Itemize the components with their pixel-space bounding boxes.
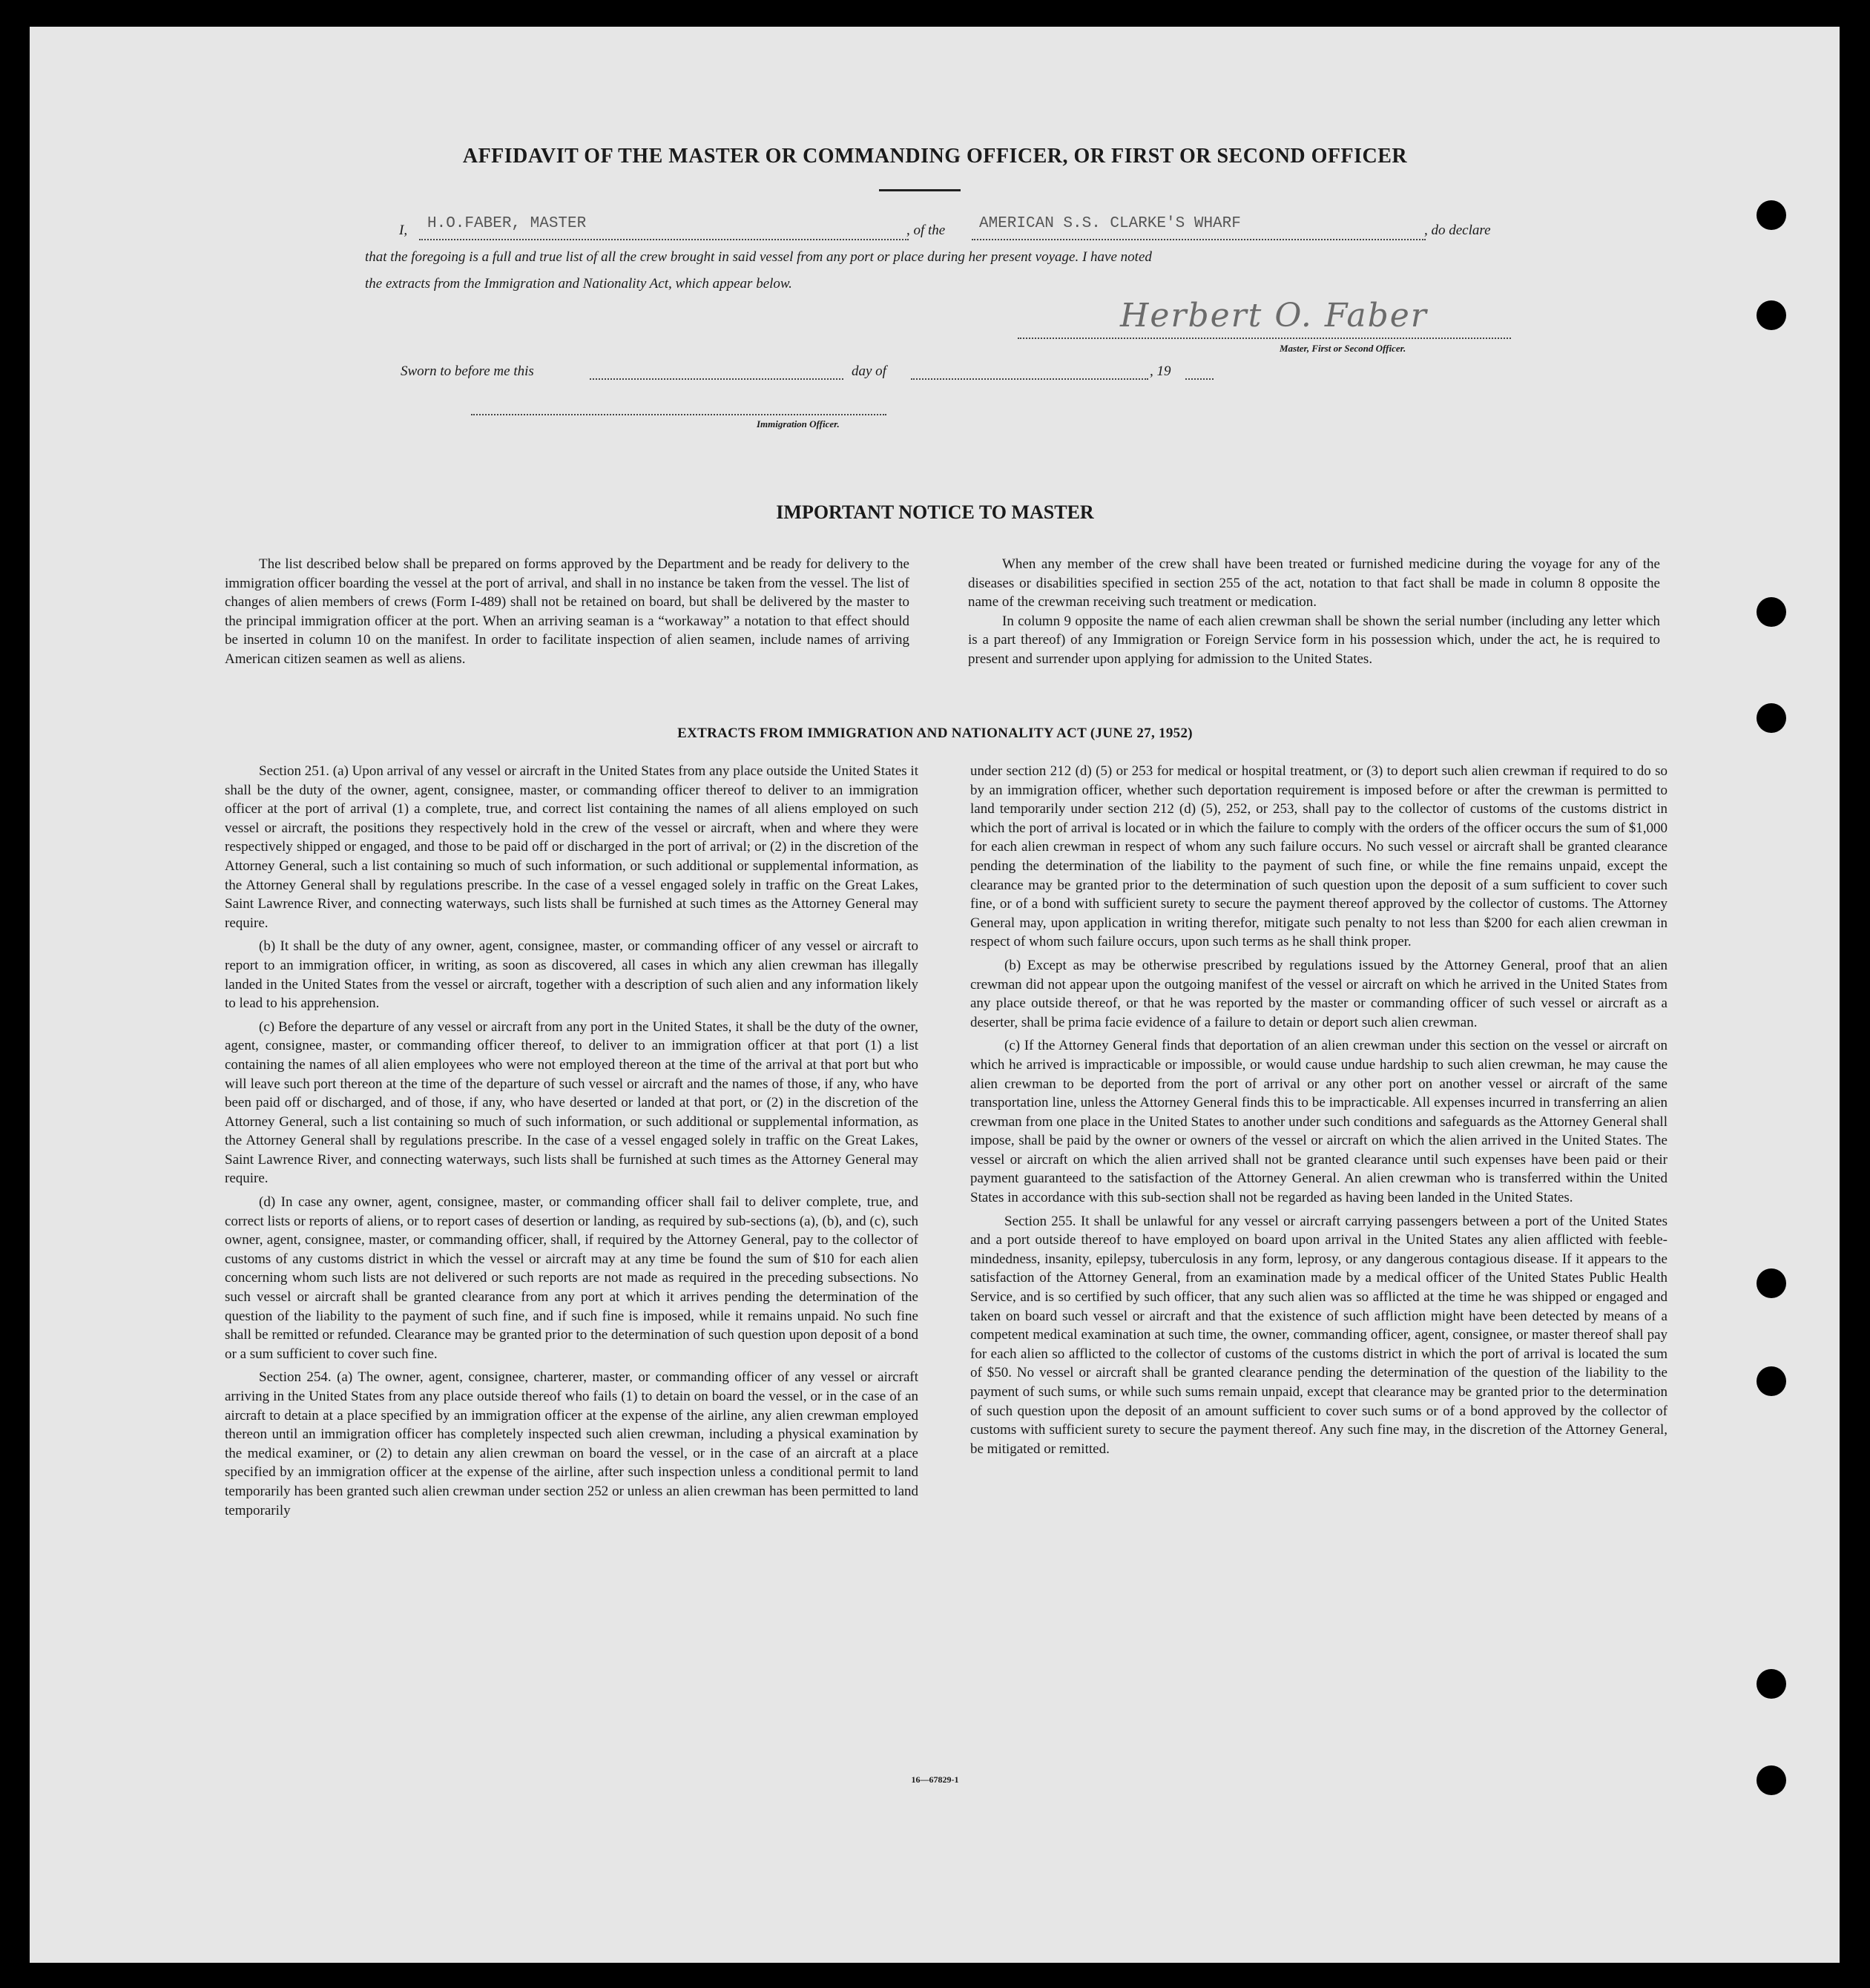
section-254-c: (c) If the Attorney General finds that deportation of an alien crewman under this section on the vessel or aircraft on which he arrived is impracticable or impossible, or would cause undue hardship to such alien crewman, he may cause the alien crewman to be deported from the port of arrival or any other port on another vessel or aircraft of the same transportation line, unless the Attorney General finds this to be impracticable. All expenses incurred in transferring an alien crewman from one place in the United States to another under such conditions and safeguards as the Attorney General shall impose, shall be paid by the owner or owners of the vessel or aircraft on which the alien arrived in the United States. The vessel or aircraft on which the alien arrived shall not be granted clearance until such expenses have been paid or their payment guaranteed to the satisfaction of the Attorney General. An alien crewman who is transferred within the United States in accordance with this sub-section shall not be regarded as having been landed in the United States. bbox=[970, 1038, 1667, 1206]
notice-title: IMPORTANT NOTICE TO MASTER bbox=[776, 501, 1094, 523]
extracts-title: EXTRACTS FROM IMMIGRATION AND NATIONALITY ACT (JUNE 27, 1952) bbox=[677, 725, 1193, 741]
binder-hole-icon bbox=[1757, 200, 1786, 230]
signature-caption: Master, First or Second Officer. bbox=[1280, 343, 1406, 354]
declaration-line-3: the extracts from the Immigration and Nationality Act, which appear below. bbox=[365, 276, 792, 292]
sworn-year-field[interactable] bbox=[1185, 378, 1214, 380]
extracts-right-column bbox=[970, 762, 1667, 1463]
binder-hole-icon bbox=[1757, 1669, 1786, 1699]
extracts-left-column bbox=[225, 762, 918, 1524]
section-254-a: Section 254. (a) The owner, agent, consignee, charterer, master, or commanding officer of any vessel or aircraft arriving in the United States from any place outside thereof who fails (1) to detain on board the vessel, or in the case of an aircraft to detain at a place specified by an immigration officer at the expense of the airline, any alien crewman employed thereon until an immigration officer has completely inspected such alien crewman, including a physical examination by the medical examiner, or (2) to detain any alien crewman on board the vessel, or in the case of an aircraft at a place specified by an immigration officer at the expense of the airline, after such inspection unless a conditional permit to land temporarily has been granted such alien crewman under section 252 or unless an alien crewman has been permitted to land temporarily bbox=[225, 1369, 918, 1518]
officer-signature-line[interactable] bbox=[471, 414, 886, 415]
officer-caption: Immigration Officer. bbox=[757, 418, 840, 429]
sworn-day-field[interactable] bbox=[590, 378, 843, 380]
affidavit-title: AFFIDAVIT OF THE MASTER OR COMMANDING OFFICER, OR FIRST OR SECOND OFFICER bbox=[462, 145, 1408, 168]
section-251-d: (d) In case any owner, agent, consignee, master, or commanding officer shall fail to deliver complete, true, and correct lists or reports of aliens, or to report cases of desertion or landing, as required by sub-sections (a), (b), and (c), such owner, agent, consignee, master, or commanding officer, shall, if required by the Attorney General, pay to the collector of customs of any customs district in which the vessel or aircraft may at any time be found the sum of $10 for each alien concerning whom such lists are not delivered or such reports are not made as required in the preceding subsections. No such vessel or aircraft shall be granted clearance from any port at which it arrives pending the determination of the question of the liability to the payment of such fine, and if such fine is imposed, while it remains unpaid. No such fine shall be remitted or refunded. Clearance may be granted prior to the determination of such question upon deposit of a bond or a sum sufficient to cover such fine. bbox=[225, 1194, 918, 1362]
notice-left-paragraph: The list described below shall be prepared on forms approved by the Department and be ready for delivery to the immigration officer boarding the vessel at the port of arrival, and shall in no instance be taken from the vessel. The list of changes of alien members of crews (Form I-489) shall not be retained on board, but shall be delivered by the master to the principal immigration officer at the port. When an arriving seaman is a “workaway” a notation to that effect should be inserted in column 10 on the manifest. In order to facilitate inspection of alien seamen, include names of arriving American citizen seamen as well as aliens. bbox=[225, 556, 909, 667]
declaration-line-2: that the foregoing is a full and true list of all the crew brought in said vessel from any port or place during her present voyage. I have noted bbox=[365, 249, 1152, 265]
notice-right-column bbox=[968, 555, 1660, 669]
day-of-label: day of bbox=[852, 363, 886, 379]
form-number: 16—67829-1 bbox=[911, 1774, 959, 1785]
name-field[interactable]: H.O.FABER, MASTER bbox=[427, 215, 587, 232]
section-251-a: Section 251. (a) Upon arrival of any vessel or aircraft in the United States from any place outside the United States it shall be the duty of the owner, agent, consignee, master, or commanding officer thereof to deliver to an immigration officer at the port of arrival (1) a complete, true, and correct list containing the names of all aliens employed on such vessel or aircraft, the positions they respectively hold in the crew of the vessel or aircraft, when and where they were respectively shipped or engaged, and those to be paid off or discharged in the port of arrival; or (2) in the discretion of the Attorney General, such a list containing so much of such information, or such additional or supplemental information, as the Attorney General shall by regulations prescribe. In the case of a vessel engaged solely in traffic on the Great Lakes, Saint Lawrence River, and connecting waterways, such lists shall be furnished at such times as the Attorney General may require. bbox=[225, 763, 918, 931]
binder-hole-icon bbox=[1757, 300, 1786, 330]
year-label: , 19 bbox=[1150, 363, 1171, 379]
do-declare-label: , do declare bbox=[1424, 223, 1491, 238]
name-line bbox=[419, 239, 909, 240]
signature: Herbert O. Faber bbox=[1120, 297, 1428, 335]
notice-left-column bbox=[225, 555, 909, 669]
notice-right-paragraph-2: In column 9 opposite the name of each alien crewman shall be shown the serial number (including any letter which is a part thereof) of any Immigration or Foreign Service form in his possession which, under the act, he is required to present and surrender upon applying for admission to the United States. bbox=[968, 613, 1660, 667]
binder-hole-icon bbox=[1757, 1268, 1786, 1298]
section-255: Section 255. It shall be unlawful for any vessel or aircraft carrying passengers between a port of the United States and a port outside thereof to have employed on board upon arrival in the United States any alien afflicted with feeble-mindedness, insanity, epilepsy, tuberculosis in any form, leprosy, or any dangerous contagious disease. If it appears to the satisfaction of the Attorney General, from an examination made by a medical officer of the United States Public Health Service, and is so certified by such officer, that any such alien was so afflicted at the time he was shipped or engaged and taken on board such vessel or aircraft and that the existence of such affliction might have been detected by means of a competent medical examination at such time, the owner, commanding officer, agent, consignee, or master thereof shall pay for each alien so afflicted to the collector of customs of the customs district in which the port of arrival is located the sum of $50. No vessel or aircraft shall be granted clearance pending the determination of the question of the liability to the payment of such sums, or while such sums remain unpaid, except that clearance may be granted prior to the determination of such question upon the deposit of an amount sufficient to cover such sums or of a bond approved by the collector of customs with sufficient surety to secure the payment thereof. Any such fine may, in the discretion of the Attorney General, be mitigated or remitted. bbox=[970, 1213, 1667, 1457]
sworn-month-field[interactable] bbox=[911, 378, 1148, 380]
section-254-b: (b) Except as may be otherwise prescribed by regulations issued by the Attorney General, proof that an alien crewman did not appear upon the outgoing manifest of the vessel or aircraft on which he arrived in the United States from any place outside thereof, or that he was reported by the master or commanding officer of such vessel or aircraft as a deserter, shall be prima facie evidence of a failure to detain or deport such alien crewman. bbox=[970, 957, 1667, 1030]
vessel-field[interactable]: AMERICAN S.S. CLARKE'S WHARF bbox=[979, 215, 1241, 232]
sworn-label: Sworn to before me this bbox=[401, 363, 534, 379]
section-251-c: (c) Before the departure of any vessel or aircraft from any port in the United States, it shall be the duty of the owner, agent, consignee, master, or commanding officer thereof, to deliver to an immigration officer at that port (1) a list containing the names of all alien employees who were not employed thereon at the time of the arrival at that port but who will leave such port thereon at the time of the departure of such vessel or aircraft and the names of those, if any, who have been paid off or discharged, and of those, if any, who have deserted or landed at that port, or (2) in the discretion of the Attorney General, such a list containing so much of such information, or such additional or supplemental information, as the Attorney General shall by regulations prescribe. In the case of a vessel engaged solely in traffic on the Great Lakes, Saint Lawrence River, and connecting waterways, such lists shall be furnished at such times as the Attorney General may require. bbox=[225, 1018, 918, 1187]
binder-hole-icon bbox=[1757, 1366, 1786, 1396]
section-254-a-continued: under section 212 (d) (5) or 253 for medical or hospital treatment, or (3) to deport such alien crewman if required to do so by an immigration officer, whether such deportation requirement is imposed before or after the crewman is permitted to land temporarily under section 212 (d) (5), 252, or 253, shall pay to the collector of customs of the customs district in which the port of arrival is located or in which the failure to comply with the orders of the officer occurs the sum of $1,000 for each alien crewman in respect of whom any such failure occurs. No such vessel or aircraft shall be granted clearance pending the determination of the liability to the payment of such fine, or while the fine remains unpaid, except the clearance may be granted prior to the determination of such question upon the deposit of a sum sufficient to cover such fine, or of a bond with sufficient surety to secure the payment thereof approved by the collector of customs. The Attorney General may, upon application in writing therefor, mitigate such penalty to not less than $200 for each alien crewman in respect of whom such failure occurs, upon such terms as he shall think proper. bbox=[970, 763, 1667, 950]
title-rule bbox=[879, 189, 961, 191]
of-the-label: , of the bbox=[906, 223, 946, 238]
vessel-line bbox=[972, 239, 1426, 240]
binder-hole-icon bbox=[1757, 597, 1786, 627]
notice-right-paragraph-1: When any member of the crew shall have been treated or furnished medicine during the voyage for any of the diseases or disabilities specified in section 255 of the act, notation to that fact shall be made in column 8 opposite the name of the crewman receiving such treatment or medication. bbox=[968, 556, 1660, 610]
signature-line bbox=[1018, 338, 1511, 339]
section-251-b: (b) It shall be the duty of any owner, agent, consignee, master, or commanding officer of any vessel or aircraft to report to an immigration officer, in writing, as soon as discovered, all cases in which any alien crewman has illegally landed in the United States from the vessel or aircraft, together with a description of such alien and any information likely to lead to his apprehension. bbox=[225, 938, 918, 1012]
i-label: I, bbox=[399, 223, 408, 238]
